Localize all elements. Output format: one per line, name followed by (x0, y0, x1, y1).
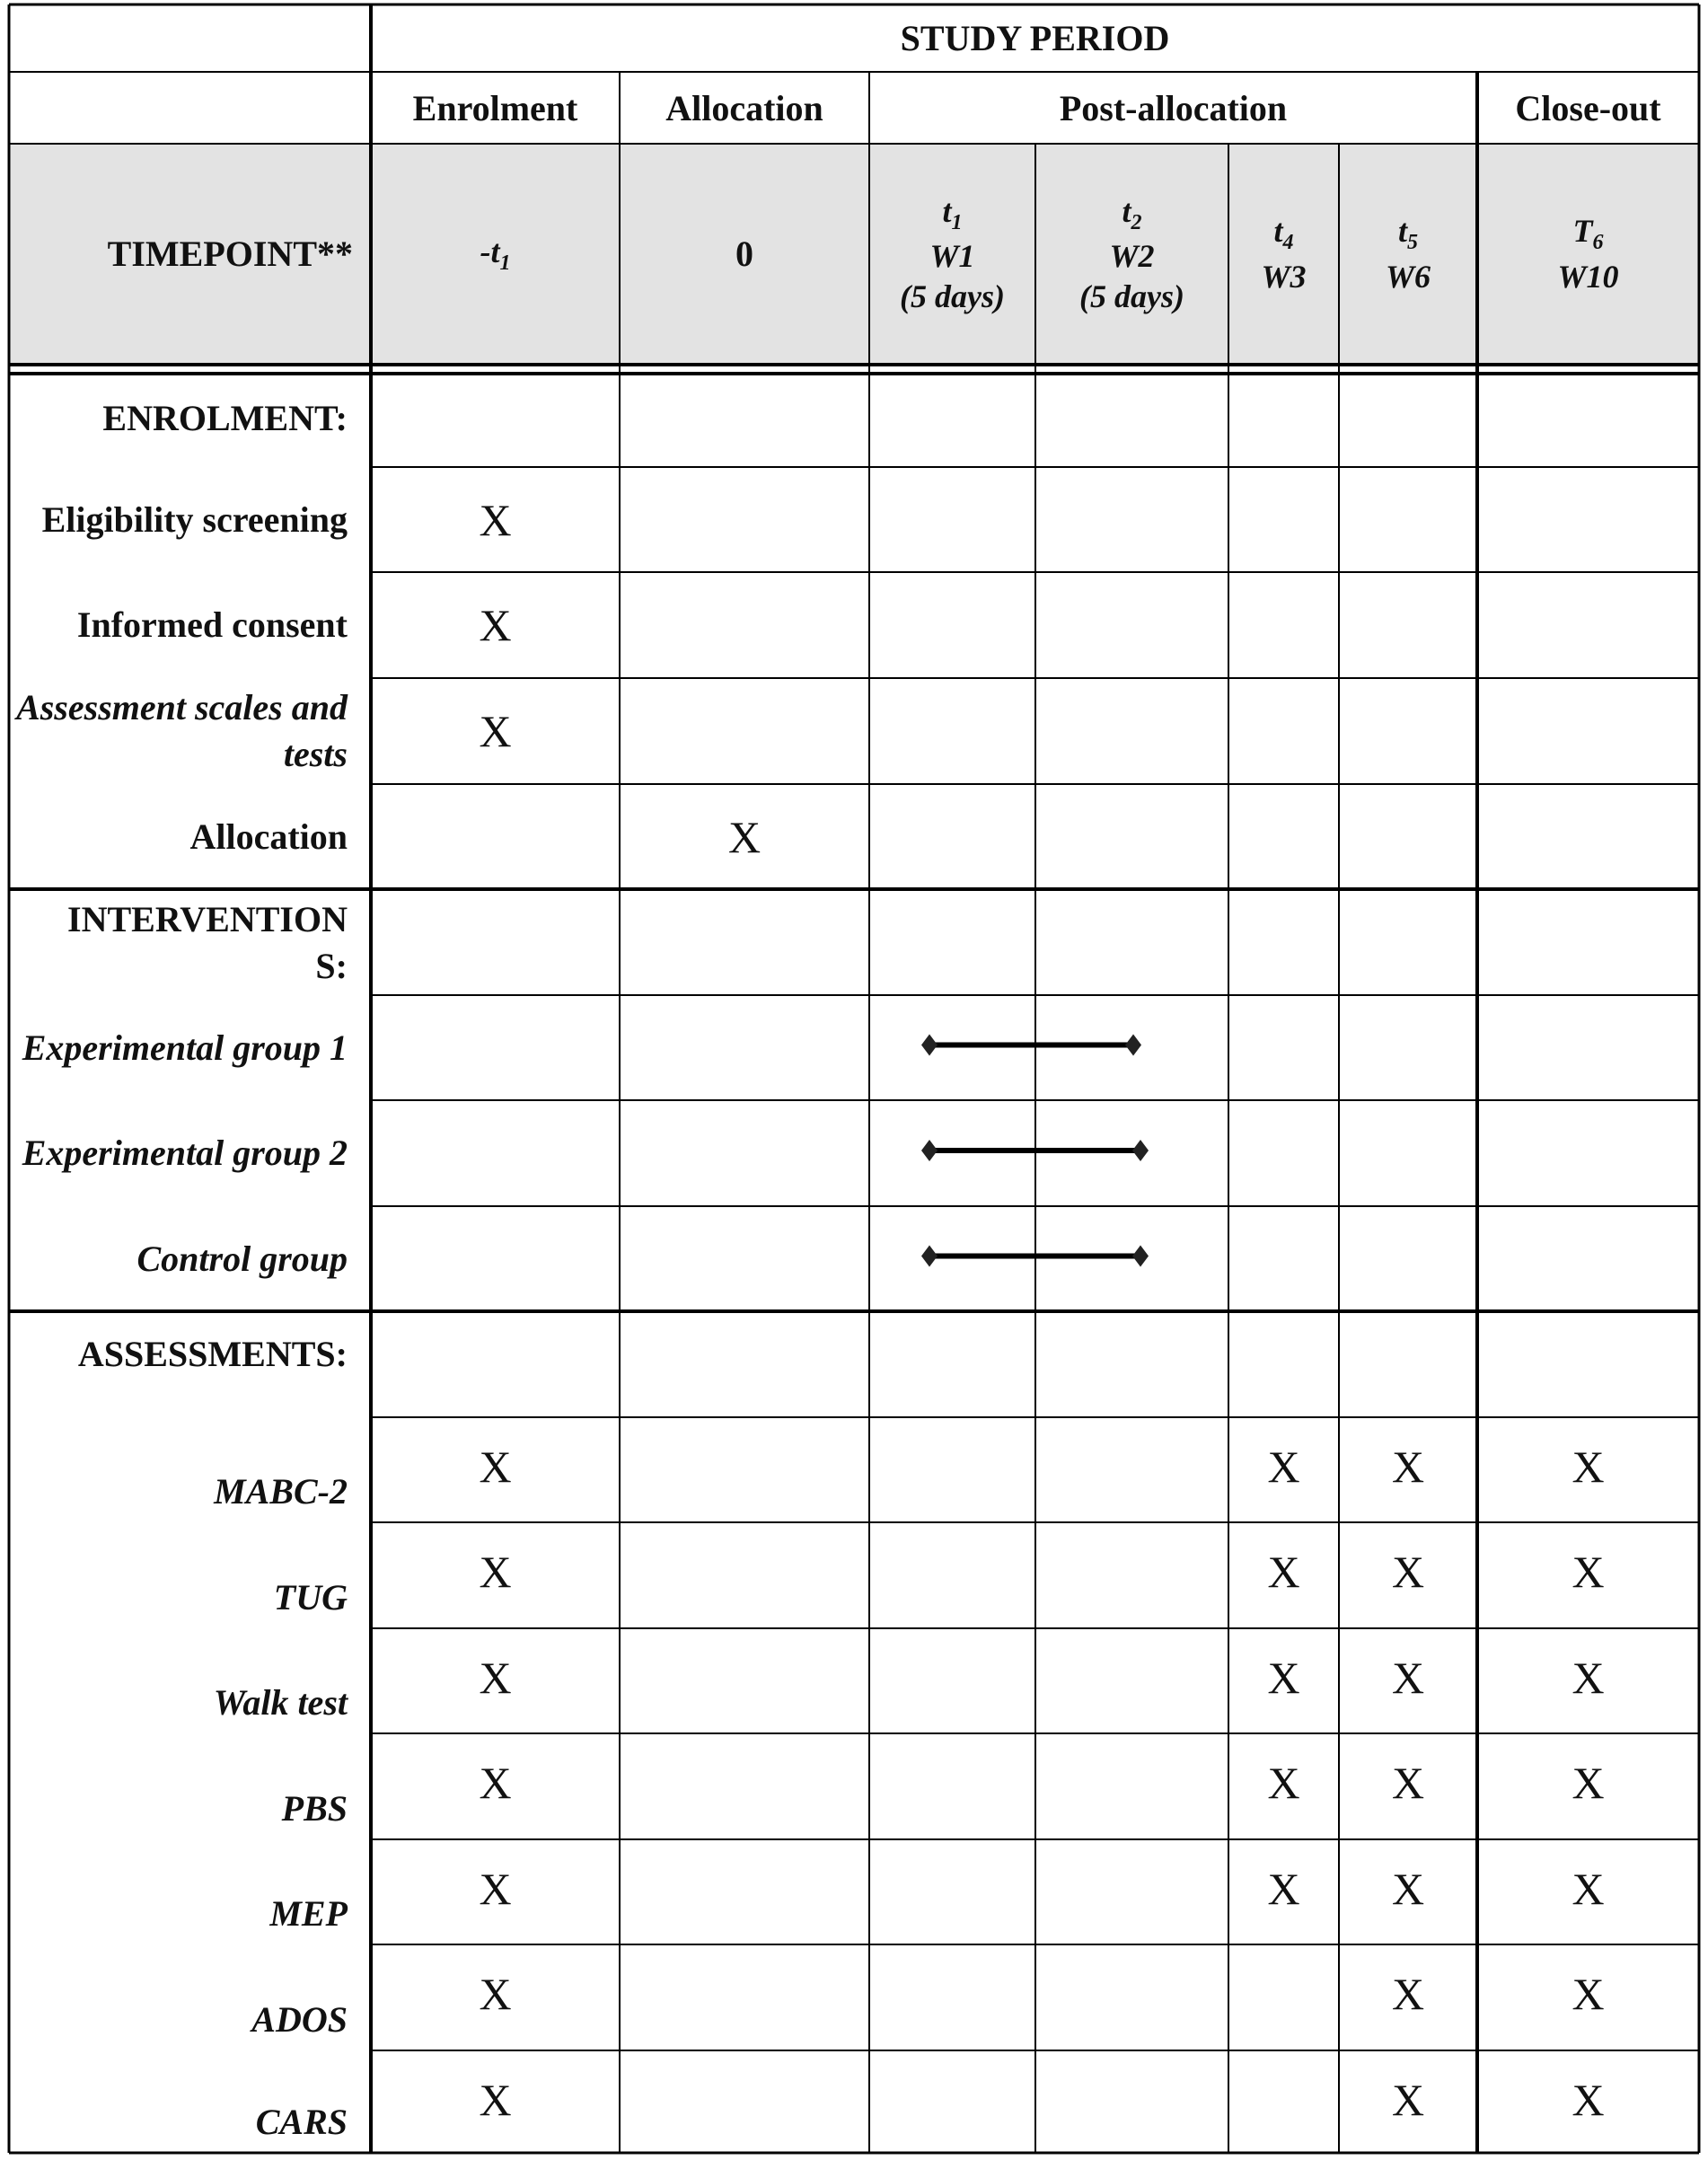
schedule-mark: X (1391, 1864, 1425, 1914)
study-period-heading: STUDY PERIOD (900, 18, 1170, 58)
timepoint-cell (1339, 144, 1477, 365)
timepoint-subscript: 5 (1407, 231, 1418, 255)
schedule-mark: X (1572, 1864, 1605, 1914)
row-label: Experimental group 1 (22, 1027, 348, 1068)
schedule-mark: X (479, 1653, 512, 1703)
schedule-mark: X (1391, 1547, 1425, 1597)
row-label: INTERVENTIONS: (67, 899, 348, 986)
timepoint-symbol (942, 191, 962, 236)
schedule-mark: X (479, 1547, 512, 1597)
timepoint-cell (620, 144, 869, 365)
schedule-mark: X (479, 1864, 512, 1914)
schedule-mark: X (479, 1969, 512, 2019)
schedule-mark: X (727, 811, 762, 862)
schedule-mark: X (479, 706, 512, 756)
timepoint-cell (1477, 144, 1699, 365)
schedule-mark: X (1572, 1547, 1605, 1597)
row-label: ADOS (251, 1999, 348, 2040)
timepoint-days: (5 days) (1079, 278, 1184, 315)
timepoint-symbol-text: -t (480, 233, 500, 269)
timepoint-symbol (480, 232, 511, 277)
timepoint-symbol (1122, 191, 1141, 236)
timepoint-days: (5 days) (900, 278, 1005, 315)
timepoint-symbol-text: T (1572, 213, 1593, 250)
schedule-mark: X (1572, 1441, 1605, 1492)
timepoint-symbol-text: 0 (735, 234, 753, 274)
timepoint-subscript: 6 (1592, 231, 1604, 255)
timepoint-subscript: 1 (951, 211, 963, 235)
schedule-mark: X (1267, 1441, 1300, 1492)
period-heading: Close-out (1515, 87, 1661, 128)
row-label: Eligibility screening (41, 498, 348, 540)
row-label: MABC-2 (214, 1471, 348, 1512)
schedule-mark: X (1267, 1653, 1300, 1703)
row-label: ASSESSMENTS: (77, 1334, 348, 1374)
timepoint-cell (1035, 144, 1228, 365)
schedule-mark: X (479, 2075, 512, 2125)
timepoint-symbol-text: t (942, 192, 952, 229)
schedule-mark: X (1572, 2075, 1605, 2125)
timepoint-symbol (735, 232, 753, 277)
timepoint-cell (1228, 144, 1339, 365)
schedule-mark: X (1572, 1758, 1605, 1808)
timepoint-subscript: 1 (499, 251, 511, 276)
bar-end-diamond-icon (1132, 1246, 1149, 1267)
schedule-mark: X (1391, 2075, 1425, 2125)
schedule-mark: X (1572, 1653, 1605, 1703)
bar-end-diamond-icon (1132, 1140, 1149, 1161)
schedule-mark: X (479, 600, 512, 650)
schedule-mark: X (1267, 1758, 1300, 1808)
timepoint-week: W10 (1557, 258, 1619, 295)
bar-end-diamond-icon (921, 1246, 938, 1267)
timepoint-week: W3 (1261, 258, 1307, 295)
bar-end-diamond-icon (1125, 1035, 1141, 1056)
schedule-mark: X (1572, 1969, 1605, 2019)
timepoint-subscript: 4 (1282, 231, 1294, 255)
timepoint-symbol (1398, 211, 1418, 256)
schedule-mark: X (1391, 1653, 1425, 1703)
row-label: Walk test (213, 1682, 348, 1723)
timepoint-week: W6 (1385, 258, 1431, 295)
row-label: PBS (281, 1788, 348, 1829)
timepoint-cell (371, 144, 620, 365)
timepoint-symbol-text: t (1122, 192, 1131, 229)
schedule-mark: X (1267, 1547, 1300, 1597)
period-heading: Enrolment (412, 87, 578, 128)
row-label: Control group (136, 1238, 348, 1279)
timepoint-symbol (1273, 211, 1293, 256)
period-heading: Allocation (665, 87, 823, 128)
timepoint-subscript: 2 (1131, 211, 1142, 235)
schedule-mark: X (479, 1758, 512, 1808)
timepoint-week: W1 (929, 238, 975, 275)
timepoint-symbol (1573, 211, 1604, 256)
row-label: TUG (273, 1577, 348, 1618)
schedule-mark: X (1391, 1758, 1425, 1808)
schedule-mark: X (1267, 1864, 1300, 1914)
timepoint-symbol-text: t (1397, 213, 1407, 250)
row-label: Informed consent (76, 604, 348, 645)
bar-end-diamond-icon (921, 1140, 938, 1161)
bar-end-diamond-icon (921, 1035, 938, 1056)
row-label: Allocation (189, 816, 348, 857)
schedule-mark: X (479, 1441, 512, 1492)
timepoint-symbol-text: t (1273, 213, 1283, 250)
schedule-mark: X (479, 494, 512, 545)
row-label: ENROLMENT: (102, 398, 348, 438)
schedule-mark: X (1391, 1441, 1425, 1492)
row-label: Experimental group 2 (22, 1133, 348, 1173)
row-label: Assessment scales and tests (16, 687, 348, 774)
timepoint-cell (869, 144, 1035, 365)
timepoint-week: W2 (1109, 238, 1155, 275)
row-label: MEP (269, 1893, 348, 1934)
schedule-mark: X (1391, 1969, 1425, 2019)
row-label: CARS (255, 2102, 348, 2142)
period-heading: Post-allocation (1059, 87, 1288, 128)
timepoint-label: TIMEPOINT** (107, 234, 353, 274)
